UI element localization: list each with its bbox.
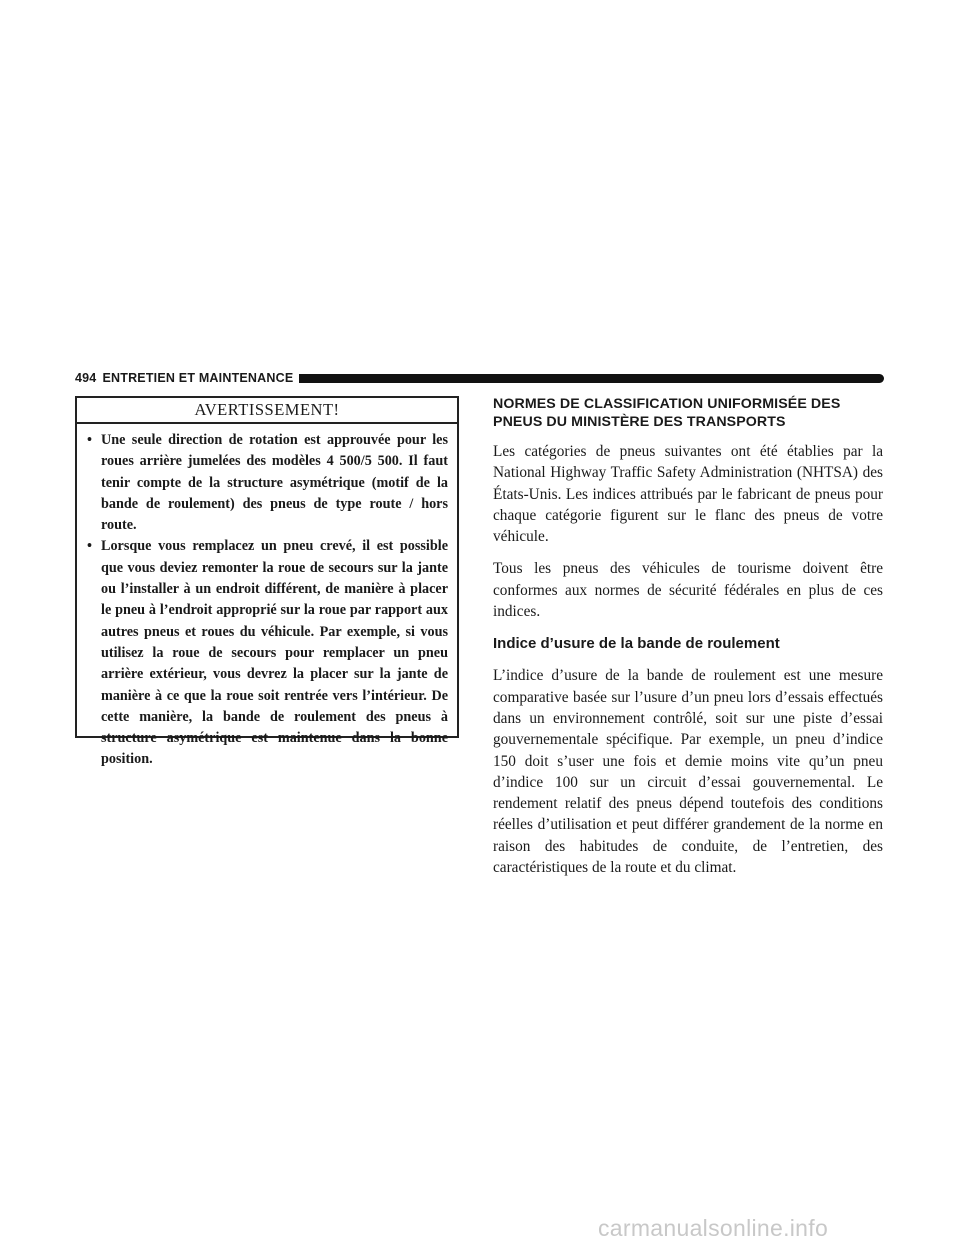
paragraph-standards: Tous les pneus des véhicules de tourisme doivent être conformes aux normes de sécurité fédérales en plus de ces indices. [493, 560, 883, 621]
section-heading [493, 395, 883, 431]
warning-item [87, 536, 448, 770]
warning-box [75, 396, 459, 768]
section-heading-line2: PNEUS DU MINISTÈRE DES TRANSPORTS [493, 414, 786, 430]
warning-item-text: Lorsque vous remplacez un pneu crevé, il est possible que vous deviez remonter la roue de secours sur la jante ou l’installer à un endroit différent, de manière à placer le pneu à l’endroit approprié sur la roue par rapport aux autres pneus et roues du véhicule. Par exemple, si vous utilisez la roue de secours pour remplacer un pneu arrière extérieur, vous devrez la placer sur la jante de manière à ce que la roue soit rentrée vers l’intérieur. De cette manière, la bande de roulement des pneus à structure asymétrique est maintenue dans la bonne position. [101, 538, 448, 768]
section-heading-line1: NORMES DE CLASSIFICATION UNIFORMISÉE DES [493, 396, 841, 412]
bullet-icon: • [87, 432, 92, 448]
page-number: 494 [75, 371, 97, 385]
warning-title: AVERTISSEMENT! [77, 398, 457, 424]
main-column [493, 395, 883, 878]
paragraph-treadwear: L’indice d’usure de la bande de roulement est une mesure comparative basée sur l’usure d’un pneu lors d’essais effectués dans un environnement contrôlé, soit sur une piste d’essai gouvernementale spécifique. Par exemple, un pneu d’indice 150 doit s’user une fois et demie moins vite qu’un pneu d’indice 100 sur un circuit d’essai gouvernemental. Le rendement relatif des pneus dépend toutefois des conditions réelles d’utilisation et peut différer grandement de la norme en raison des habitudes de conduite, de l’entretien, des caractéristiques de la route et du climat. [493, 667, 883, 877]
page-header [75, 370, 884, 386]
warning-list [77, 424, 457, 771]
bullet-icon: • [87, 538, 92, 555]
header-rule [299, 374, 884, 383]
watermark: carmanualsonline.info [598, 1215, 829, 1241]
subheading-treadwear: Indice d’usure de la bande de roulement [493, 635, 780, 653]
section-title: ENTRETIEN ET MAINTENANCE [102, 371, 294, 385]
warning-item [87, 430, 448, 536]
warning-item-text: Une seule direction de rotation est approuvée pour les roues arrière jumelées des modèles 4 500/5 500. Il faut tenir compte de la structure asymétrique (motif de la bande de roulement) des pneus de type route / hors route. [101, 432, 448, 534]
paragraph-nhtsa: Les catégories de pneus suivantes ont été établies par la National Highway Traffic Safety Administration (NHTSA) des États-Unis. Les indices attribués par le fabricant de pneus pour chaque catégorie figurent sur le flanc des pneus de votre véhicule. [493, 443, 883, 546]
